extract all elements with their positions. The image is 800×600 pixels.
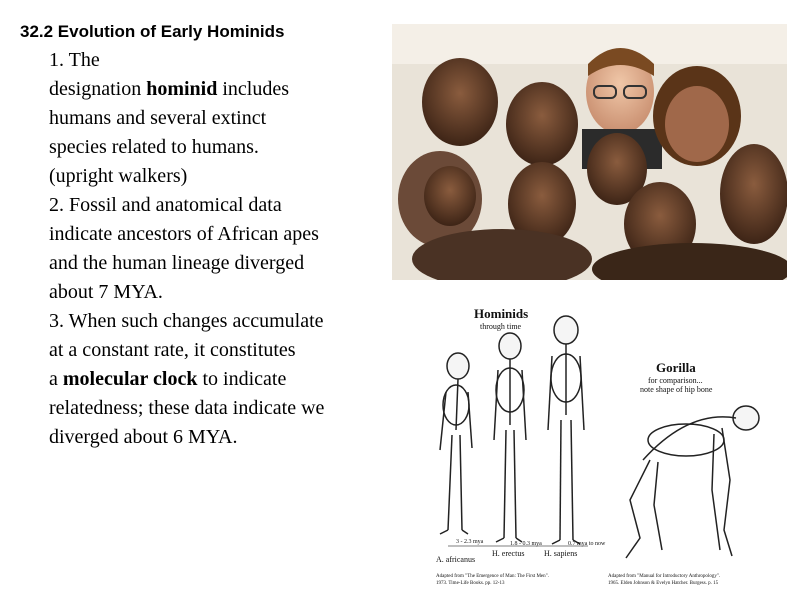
africanus-skeleton (440, 353, 472, 534)
gorilla-note-1: for comparison... (648, 376, 703, 385)
hominid-busts-photo (392, 24, 787, 280)
p3-line3-after: to indicate (197, 368, 287, 390)
figure-subheading: through time (480, 322, 522, 331)
p3-line4: relatedness; these data indicate we (49, 397, 325, 419)
slide-title: 32.2 Evolution of Early Hominids (20, 22, 285, 41)
skeleton-illustration (418, 300, 770, 590)
sapiens-skeleton (548, 316, 584, 544)
p1-line1: 1. The (49, 49, 100, 71)
gorilla-title: Gorilla (656, 360, 696, 375)
species-label-3: H. sapiens (544, 549, 578, 558)
p3-line1: 3. When such changes accumulate (49, 310, 324, 332)
p1-line5: (upright walkers) (49, 165, 188, 187)
p2-line2: indicate ancestors of African apes (49, 223, 319, 245)
p3-line3-before: a (49, 368, 63, 390)
gorilla-skeleton (626, 406, 759, 558)
hominid-busts-illustration (392, 24, 787, 280)
credit-left-2: 1973. Time-Life Books. pp. 12-13 (436, 581, 505, 586)
term-hominid: hominid (146, 78, 218, 100)
age-label-2: 1.8 - 0.3 mya (510, 541, 542, 547)
body-text (49, 46, 389, 452)
credit-right-1: Adapted from "Manual for Introductory Anthropology". (608, 574, 721, 579)
p3-line2: at a constant rate, it constitutes (49, 339, 296, 361)
erectus-skeleton (494, 333, 526, 542)
p1-line2-before: designation (49, 78, 147, 100)
p3-line5: diverged about 6 MYA. (49, 426, 238, 448)
p2-line1: 2. Fossil and anatomical data (49, 194, 282, 216)
gorilla-note-2: note shape of hip bone (640, 385, 713, 394)
p3-line3 (49, 365, 389, 394)
p2-line3: and the human lineage diverged (49, 252, 305, 274)
skeleton-figure (418, 300, 770, 590)
age-label-1: 3 - 2.3 mya (456, 539, 484, 545)
age-label-3: 0.7 mya to now (568, 541, 606, 547)
credit-left-1: Adapted from "The Emergence of Man: The First Men". (436, 574, 549, 579)
p1-line2 (49, 75, 389, 104)
species-label-1: A. africanus (436, 555, 476, 564)
p2-line4: about 7 MYA. (49, 281, 163, 303)
p1-line2-after: includes (217, 78, 290, 100)
figure-heading: Hominids (474, 306, 529, 321)
credit-right-2: 1965. Elden Johnson & Evelyn Hatcher. Burgess. p. 15 (608, 581, 719, 586)
p1-line4: species related to humans. (49, 136, 259, 158)
species-label-2: H. erectus (492, 549, 525, 558)
p1-line3: humans and several extinct (49, 107, 267, 129)
term-molecular-clock: molecular clock (62, 368, 198, 390)
